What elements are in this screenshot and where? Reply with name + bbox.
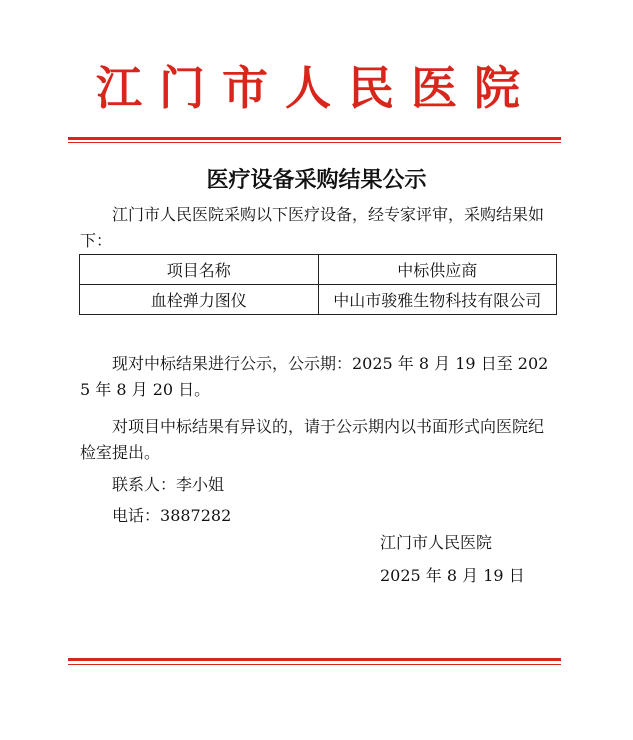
header-divider-thin: [68, 142, 561, 143]
objection-paragraph: 对项目中标结果有异议的，请于公示期内以书面形式向医院纪检室提出。: [80, 417, 545, 462]
footer-divider-thick: [68, 658, 561, 661]
notice-period-paragraph: 现对中标结果进行公示，公示期：2025 年 8 月 19 日至 2025 年 8 月 20 日。: [80, 354, 549, 399]
document-title: 医疗设备采购结果公示: [206, 168, 427, 193]
results-table: [79, 254, 557, 315]
signature-org: 江门市人民医院: [380, 533, 493, 552]
phone-label: 电话：: [112, 506, 161, 525]
contact-name: 李小姐: [176, 475, 225, 494]
hospital-header-title: 江门市人民医院: [96, 61, 537, 115]
cell-winning-supplier: 中山市骏雅生物科技有限公司: [318, 285, 557, 315]
contact-label: 联系人：: [112, 475, 177, 494]
cell-project-name: 血栓弹力图仪: [80, 285, 319, 315]
header-winning-supplier: 中标供应商: [318, 255, 557, 285]
contact-line: [112, 472, 224, 498]
table-header-row: [80, 255, 557, 285]
header-divider-thick: [68, 137, 561, 140]
signature-date: 2025 年 8 月 19 日: [380, 566, 525, 585]
intro-paragraph: 江门市人民医院采购以下医疗设备，经专家评审，采购结果如下：: [80, 205, 545, 250]
phone-number: 3887282: [160, 506, 232, 525]
header-project-name: 项目名称: [80, 255, 319, 285]
footer-divider-thin: [68, 664, 561, 665]
table-row: [80, 285, 557, 315]
phone-line: [112, 503, 231, 529]
